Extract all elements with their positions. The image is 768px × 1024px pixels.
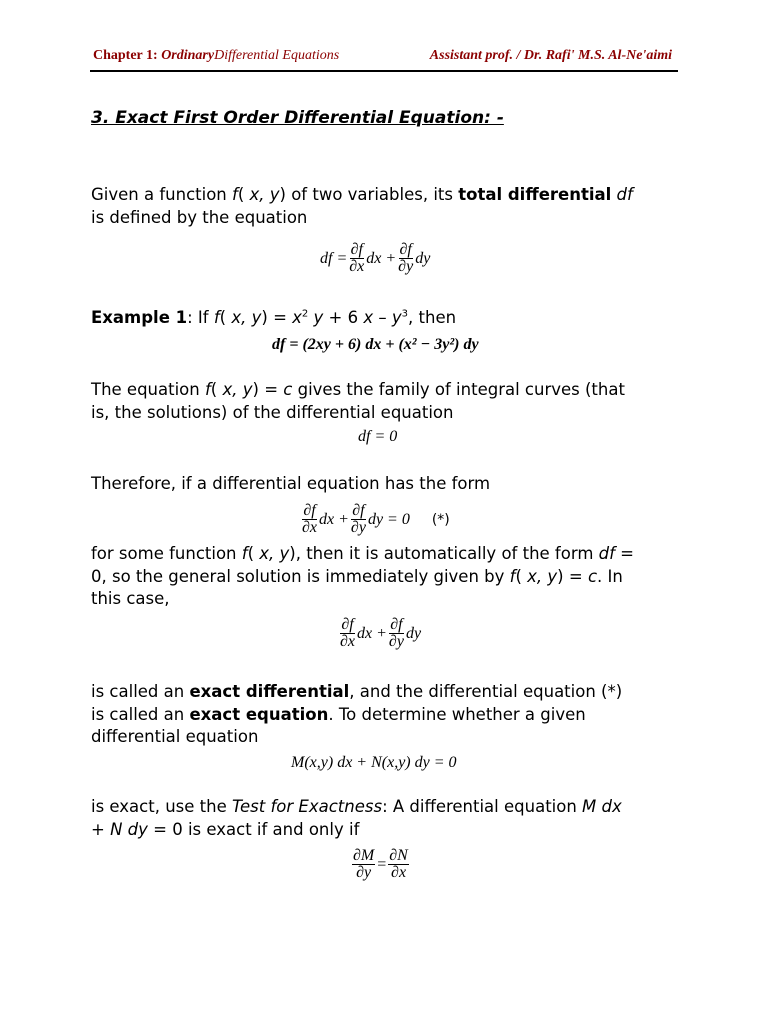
paragraph-total-differential: Given a function f( x, y) of two variables, its total differential df is defined by the equation: [91, 185, 633, 227]
chapter-label: Chapter 1:: [93, 48, 158, 63]
equation-m-n-form: M(x,y) dx + N(x,y) dy = 0: [291, 754, 457, 771]
equation-df-zero: df = 0: [358, 428, 398, 445]
fraction: $\frac{\partial f}{\partial x}$: [302, 502, 318, 536]
paragraph-exact-equation: is called an exact differential, and the differential equation (*) is called an exact equation. To determine whether a given differential equation: [91, 682, 623, 746]
fraction: $\frac{\partial f}{\partial x}$: [349, 241, 365, 275]
equation-tag: (*): [431, 511, 450, 528]
equation-example-1: df = (2xy + 6) dx + (x² − 3y²) dy: [272, 336, 479, 353]
section-title: 3. Exact First Order Differential Equation: -: [91, 108, 504, 128]
header-author: Assistant prof. / Dr. Rafi' M.S. Al-Ne'aimi: [429, 48, 672, 63]
fraction: $\frac{\partial f}{\partial y}$: [398, 241, 414, 275]
paragraph-example-1: Example 1: If f( x, $y) = x^2$ y + 6 x – $y^3$, then: [91, 308, 457, 327]
equation-total-differential: df = $\frac{\partial f}{\partial x}$ dx + $\frac{\partial f}{\partial y}$ dy: [320, 241, 431, 275]
fraction: $\frac{\partial f}{\partial y}$: [388, 616, 404, 650]
fraction: $\frac{\partial N}{\partial x}$: [389, 847, 408, 881]
equation-exact-differential: $\frac{\partial f}{\partial x}$ dx + $\frac{\partial f}{\partial y}$ dy: [340, 616, 422, 650]
paragraph-therefore: Therefore, if a differential equation has the form: [91, 474, 491, 493]
subject-label: Differential Equations: [214, 48, 340, 63]
paragraph-general-solution: for some function f( x, y), then it is automatically of the form df = 0, so the general solution is immediately given by f( x, y) = c. In this case,: [91, 544, 635, 608]
ordinary-label: Ordinary: [161, 48, 215, 63]
equation-star: $\frac{\partial f}{\partial x}$ dx + $\frac{\partial f}{\partial y}$ dy = 0 (*): [302, 502, 450, 536]
paragraph-integral-curves: The equation f( x, y) = c gives the family of integral curves (that is, the solutions) of the differential equation: [91, 380, 625, 422]
header-rule: [90, 70, 678, 72]
equation-exactness-test: $\frac{\partial M}{\partial y}$ = $\frac{\partial N}{\partial x}$: [353, 847, 408, 881]
fraction: $\frac{\partial M}{\partial y}$: [353, 847, 375, 881]
page-header: [0, 44, 768, 74]
header-chapter: [93, 48, 339, 64]
paragraph-test-exactness: is exact, use the Test for Exactness: A differential equation M dx + N dy = 0 is exact if and only if: [91, 797, 622, 839]
fraction: $\frac{\partial f}{\partial x}$: [340, 616, 356, 650]
fraction: $\frac{\partial f}{\partial y}$: [350, 502, 366, 536]
